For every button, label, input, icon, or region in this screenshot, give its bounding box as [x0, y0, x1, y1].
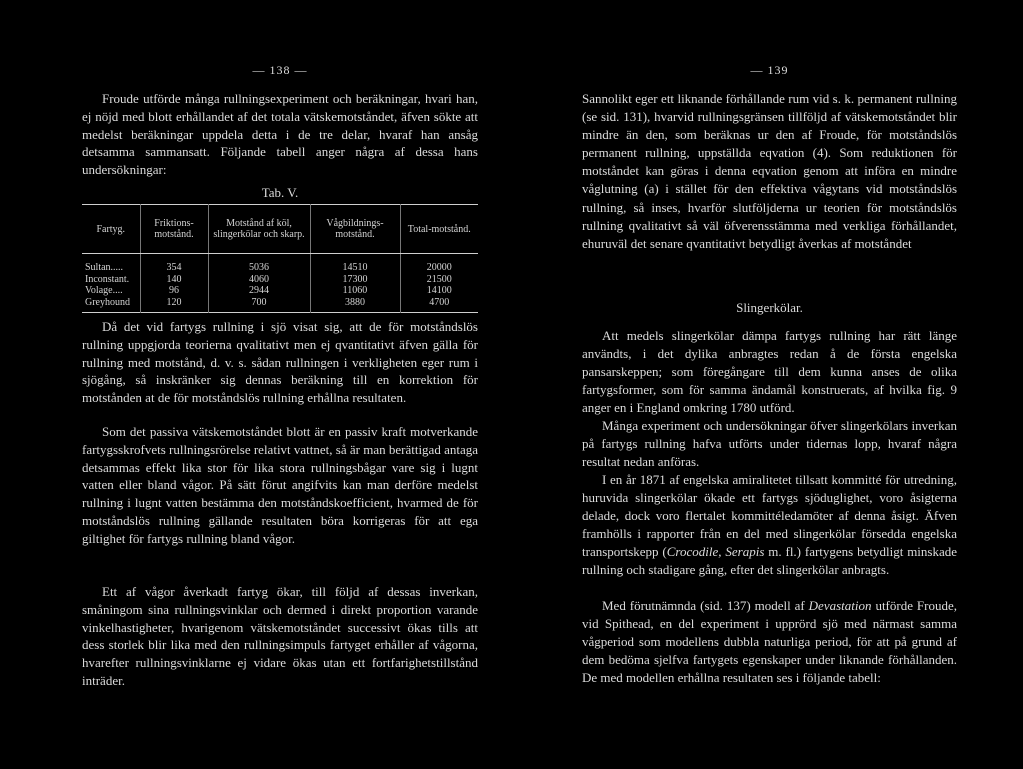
right-page-number: — 139: [750, 63, 789, 77]
cell-keel: 700: [208, 297, 310, 313]
right-paragraph-4: [582, 471, 957, 580]
col-header-keel-resistance: Motstånd af köl, slingerkölar och skarp.: [208, 205, 310, 254]
left-paragraph-3: Som det passiva vätskemotståndet blott är en passiv kraft motverkande fartygsskrofvets rullningsrörelse relativt vattnet, så är man berättigad antaga detsammas effekt lika stor för lika stora rullningsbågar vare sig i lugnt vatten eller bland vågor. På sätt förut angifvits kan man derföre medelst rullning i lugnt vatten bestämma den motståndskoefficient, hvarmed de för motståndslös rullning gällande resultaten böra korrigeras för att ega giltighet för fartygs rullning bland vågor.: [82, 424, 478, 546]
col-header-vessel: Fartyg.: [82, 205, 140, 254]
paragraph-4-text-b: m. fl.) fartygens betydligt minskade rullning och stadigare gång, efter det slingerkölar anbragts.: [582, 544, 958, 578]
paragraph-5-text-a: Med förutnämnda (sid. 137) modell af: [602, 598, 809, 613]
right-paragraph-5: [582, 597, 957, 687]
paragraph-5-text-b: utförde Froude, vid Spithead, en del experiment i upprörd sjö med närmast samma vågperiod som modellens dubbla naturliga period, för att på grund af dem bedöma sjelfva fartygets egenskaper under liknande förhållanden. De med modellen erhållna resultaten ses i följande tabell:: [582, 598, 957, 686]
left-paragraph-2: Då det vid fartygs rullning i sjö visat sig, att de för motståndslös rullning uppgjorda teorierna qvalitativt men ej qvantitativt äfven gälla för rullning med motstånd, d. v. s. sådan rullningen i verkligheten eger rum i sjögång, så inskränker sig dennas beräkning till en korrektion för motstånden at de för motståndslös rullning erhållna resultaten.: [82, 319, 478, 406]
resistance-table: [82, 204, 478, 313]
cell-vessel: Inconstant.: [85, 273, 130, 285]
table-row: [82, 254, 478, 274]
cell-vessel: Volage....: [85, 285, 123, 296]
cell-friction: 140: [140, 274, 208, 286]
table-row: [82, 297, 478, 313]
cell-keel: 2944: [208, 285, 310, 297]
ship-names: Crocodile, Serapis: [666, 544, 765, 560]
table-header-row: [82, 205, 478, 254]
table-row: [82, 274, 478, 286]
left-paragraph-1: Froude utförde många rullningsexperiment och beräkningar, hvari han, ej nöjd med blott erhållandet af det totala vätskemotståndet, äfven sökte att medelst beräkningar uppdela detta i de tre delar, hvaraf han ansåg detsamma sammansatt. Följande tabell anger några af dessa hans undersökningar:: [82, 91, 478, 178]
col-header-wave-resistance: Vågbildnings-motstånd.: [310, 205, 400, 254]
table-label: Tab. V.: [261, 185, 299, 200]
right-paragraph-2: Att medels slingerkölar dämpa fartygs rullning har rätt länge användts, i det dylika anbragtes redan å de första engelska pansarskeppen; som föregångare till dem kunna anses de olika fartygsformer, som för samma ändamål konstruerats, af hvilka fig. 9 anger en i England omkring 1780 utförd.: [582, 328, 957, 416]
left-paragraph-4: Ett af vågor åverkadt fartyg ökar, till följd af dessas inverkan, småningom sina rullningsvinklar och dermed i direkt proportion varande vinkelhastigheter, hvarigenom vätskemotståndet successivt ökas tills att dess storlek blir lika med den rullningsimpuls fartyget erhåller af vågorna, hvarefter rullningsvinklarne ej vidare ökas utan ett fortfarighetstillstånd inträder.: [82, 584, 478, 688]
cell-total: 21500: [400, 274, 478, 286]
cell-vessel: Sultan.....: [85, 262, 124, 273]
right-paragraph-1: Sannolikt eger ett liknande förhållande rum vid s. k. permanent rullning (se sid. 131), hvarvid rullningsgränsen tillföljd af vätskemotståndet blir mindre än den, som beräknas ur den af Froude, för motståndslös permanent rullning, uppställda eqvation (4). Som reduktionen för motståndet kan göras i denna eqvation genom att införa en mindre våglutning (a) i stället för den effektiva vågytans vid motståndslös rullning, så inses, hvarför slutföljderna ur teorien för motståndslös rullning qvalitativt så väl öfverensstämma med verkliga förhållandet, ehuruväl det senare qvantitativt betydligt åverkas af motståndet: [582, 91, 957, 251]
cell-keel: 5036: [208, 254, 310, 274]
left-page-number: — 138 —: [252, 63, 308, 77]
cell-wave: 3880: [310, 297, 400, 313]
right-paragraph-3: Många experiment och undersökningar öfver slingerkölars inverkan på fartygs rullning hafva utförts under tidernas lopp, hvaraf några resultat nedan anföras.: [582, 418, 957, 470]
cell-wave: 14510: [310, 254, 400, 274]
cell-wave: 17300: [310, 274, 400, 286]
cell-total: 4700: [400, 297, 478, 313]
cell-wave: 11060: [310, 285, 400, 297]
cell-vessel: Greyhound: [85, 296, 130, 308]
cell-friction: 120: [140, 297, 208, 313]
cell-total: 20000: [400, 254, 478, 274]
paragraph-4-text-a: I en år 1871 af engelska amiralitetet tillsatt kommitté för utredning, huruvida slingerkölar ökade ett fartygs sjöduglighet, voro åsigterna delade, dock voro flertalet kommittéledamöter af denna åsigt. Äfven framhölls i rapporter från en del med slingerkölar försedda engelska transportskepp (: [582, 472, 957, 560]
cell-friction: 96: [140, 285, 208, 297]
cell-total: 14100: [400, 285, 478, 297]
cell-friction: 354: [140, 254, 208, 274]
col-header-friction: Friktions-motstånd.: [140, 205, 208, 254]
ship-name-devastation: Devastation: [808, 598, 872, 613]
table-row: [82, 285, 478, 297]
cell-keel: 4060: [208, 274, 310, 286]
col-header-total: Total-motstånd.: [400, 205, 478, 254]
section-heading: Slingerkölar.: [736, 300, 803, 315]
